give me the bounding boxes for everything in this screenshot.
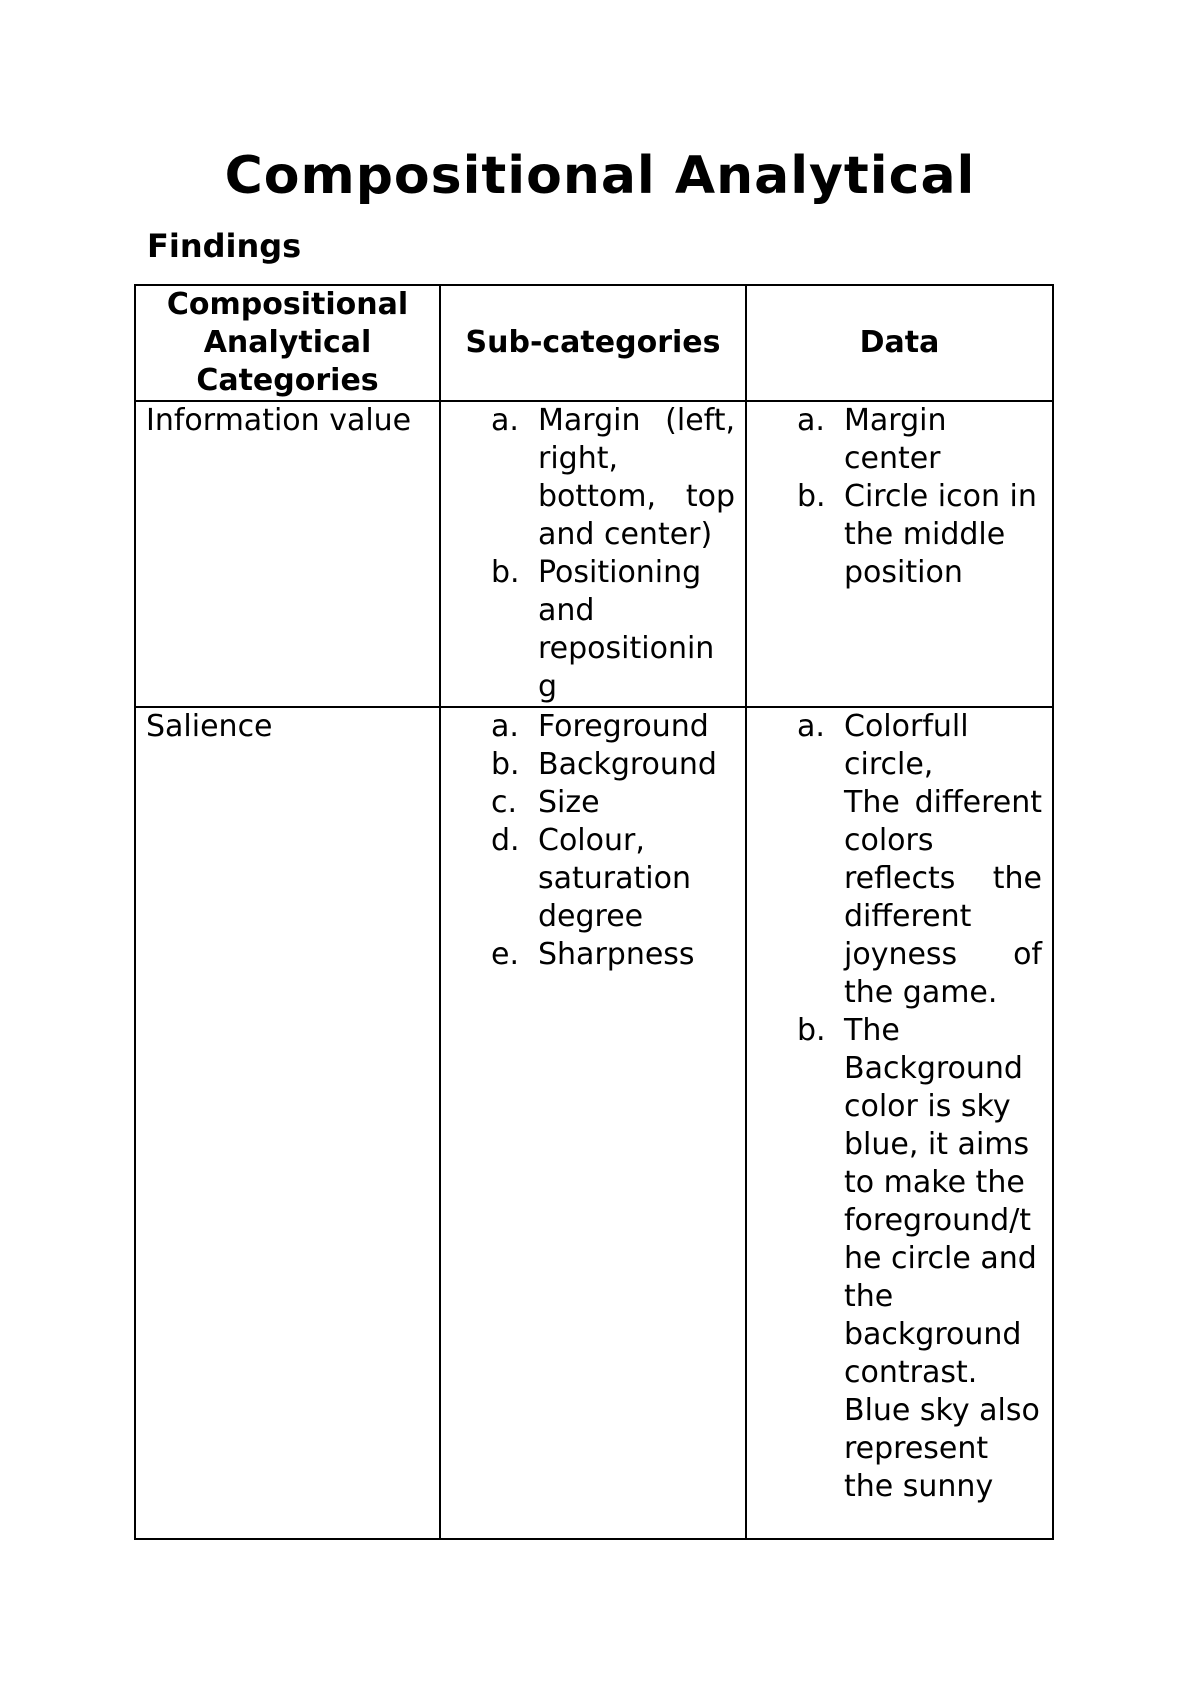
list-item <box>491 554 735 706</box>
list-item-text: Circle icon in the middle position <box>844 479 1037 590</box>
list-marker: e. <box>491 937 519 972</box>
data-cell <box>746 401 1053 707</box>
subcategory-list <box>451 402 735 706</box>
list-item <box>491 784 735 822</box>
list-marker: b. <box>797 479 826 514</box>
list-item-text: The Background color is sky blue, it aims to make the foreground/t he circle and the background contrast. <box>844 1013 1037 1390</box>
findings-table <box>134 284 1054 1540</box>
category-cell: Information value <box>135 401 440 707</box>
list-marker: a. <box>491 709 519 744</box>
header-categories <box>135 285 440 401</box>
list-marker: a. <box>797 709 825 744</box>
list-item-text: Margin (left, right, bottom, top and center) <box>538 403 735 552</box>
header-subcategories: Sub-categories <box>440 285 746 401</box>
data-list <box>757 402 1042 592</box>
category-cell: Salience <box>135 707 440 1539</box>
header-categories-line1: Compositional <box>166 287 409 322</box>
data-list <box>757 708 1042 1506</box>
list-item <box>797 402 1042 478</box>
list-item-text: The different colors reflects the different joyness of the game. <box>844 785 1042 1010</box>
header-data: Data <box>746 285 1053 401</box>
list-marker: a. <box>491 403 519 438</box>
list-marker: a. <box>797 403 825 438</box>
list-item <box>491 708 735 746</box>
list-item-text: Background <box>538 747 717 782</box>
header-categories-line3: Categories <box>196 363 379 398</box>
findings-heading: Findings <box>147 227 302 265</box>
list-item <box>491 402 735 554</box>
table-row <box>135 401 1053 707</box>
list-item <box>491 746 735 784</box>
list-item-text: Blue sky also represent the sunny <box>844 1393 1040 1504</box>
list-item-text: Foreground <box>538 709 709 744</box>
list-item <box>491 822 735 936</box>
list-item-text: Colour, saturation degree <box>538 823 691 934</box>
table-header-row <box>135 285 1053 401</box>
list-item-text: Margin center <box>844 403 947 476</box>
list-item <box>797 708 1042 1012</box>
subcategory-list <box>451 708 735 974</box>
list-marker: c. <box>491 785 518 820</box>
data-cell <box>746 707 1053 1539</box>
list-item-text: Size <box>538 785 600 820</box>
subcategory-cell <box>440 401 746 707</box>
list-marker: b. <box>797 1013 826 1048</box>
list-item-text: Positioning and repositionin g <box>538 555 715 704</box>
list-item <box>797 478 1042 592</box>
list-item <box>491 936 735 974</box>
list-item-text: Colorfull circle, <box>844 709 969 782</box>
table-row <box>135 707 1053 1539</box>
list-marker: b. <box>491 555 520 590</box>
list-marker: b. <box>491 747 520 782</box>
list-marker: d. <box>491 823 520 858</box>
header-categories-line2: Analytical <box>203 325 372 360</box>
list-item-text: Sharpness <box>538 937 695 972</box>
page-title: Compositional Analytical <box>224 146 976 206</box>
list-item <box>797 1012 1042 1506</box>
subcategory-cell <box>440 707 746 1539</box>
